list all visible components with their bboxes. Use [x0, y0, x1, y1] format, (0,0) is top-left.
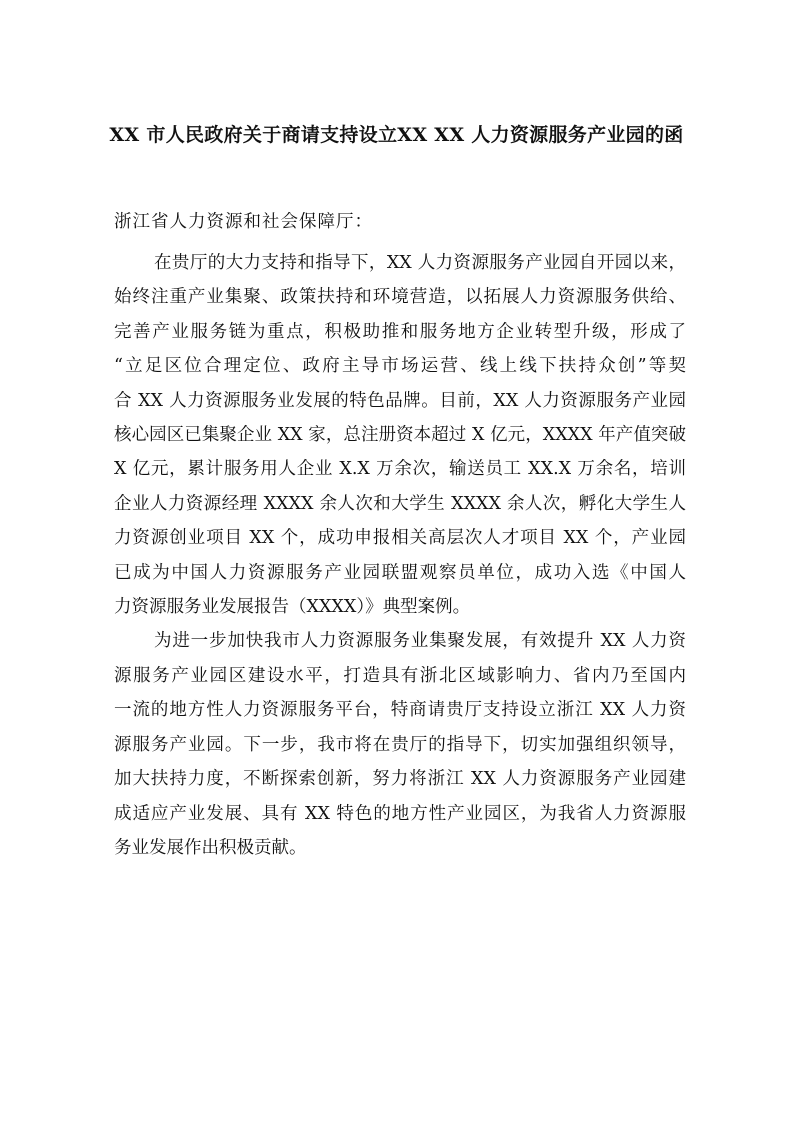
- paragraph-1: [114, 246, 686, 624]
- document-title: XX 市人民政府关于商请支持设立XX XX 人力资源服务产业园的函: [109, 124, 684, 146]
- text-line: 务业发展作出积极贡献。: [114, 837, 307, 858]
- text-line: X 亿元，累计服务用人企业 X.X 万余次，输送员工 XX.X 万余名，培训: [114, 459, 686, 480]
- salutation: 浙江省人力资源和社会保障厅：: [114, 212, 373, 232]
- text-line: 源服务产业园。下一步，我市将在贵厅的指导下，切实加强组织领导，: [114, 734, 686, 755]
- text-line: 力资源服务业发展报告（XXXX）》典型案例。: [114, 597, 471, 618]
- text-line: 一流的地方性人力资源服务平台，特商请贵厅支持设立浙江 XX 人力资: [114, 700, 686, 721]
- text-line: 已成为中国人力资源服务产业园联盟观察员单位，成功入选《中国人: [114, 562, 686, 583]
- text-line: 始终注重产业集聚、政策扶持和环境营造，以拓展人力资源服务供给、: [114, 287, 686, 308]
- text-line: 为进一步加快我市人力资源服务业集聚发展，有效提升 XX 人力资: [154, 631, 686, 652]
- text-line: 成适应产业发展、具有 XX 特色的地方性产业园区，为我省人力资源服: [114, 803, 686, 824]
- text-line: 源服务产业园区建设水平，打造具有浙北区域影响力、省内乃至国内: [114, 665, 686, 686]
- text-line: “立足区位合理定位、政府主导市场运营、线上线下扶持众创”等契: [114, 356, 686, 377]
- document-body: [114, 246, 686, 865]
- text-line: 核心园区已集聚企业 XX 家，总注册资本超过 X 亿元，XXXX 年产值突破: [114, 425, 686, 446]
- paragraph-2: [114, 624, 686, 865]
- text-line: 在贵厅的大力支持和指导下，XX 人力资源服务产业园自开园以来，: [154, 253, 686, 273]
- text-line: 合 XX 人力资源服务业发展的特色品牌。目前，XX 人力资源服务产业园: [114, 390, 686, 411]
- text-line: 加大扶持力度，不断探索创新，努力将浙江 XX 人力资源服务产业园建: [114, 769, 686, 790]
- text-line: 完善产业服务链为重点，积极助推和服务地方企业转型升级，形成了: [114, 321, 686, 342]
- text-line: 企业人力资源经理 XXXX 余人次和大学生 XXXX 余人次，孵化大学生人: [114, 493, 686, 514]
- text-line: 力资源创业项目 XX 个，成功申报相关高层次人才项目 XX 个，产业园: [114, 528, 686, 549]
